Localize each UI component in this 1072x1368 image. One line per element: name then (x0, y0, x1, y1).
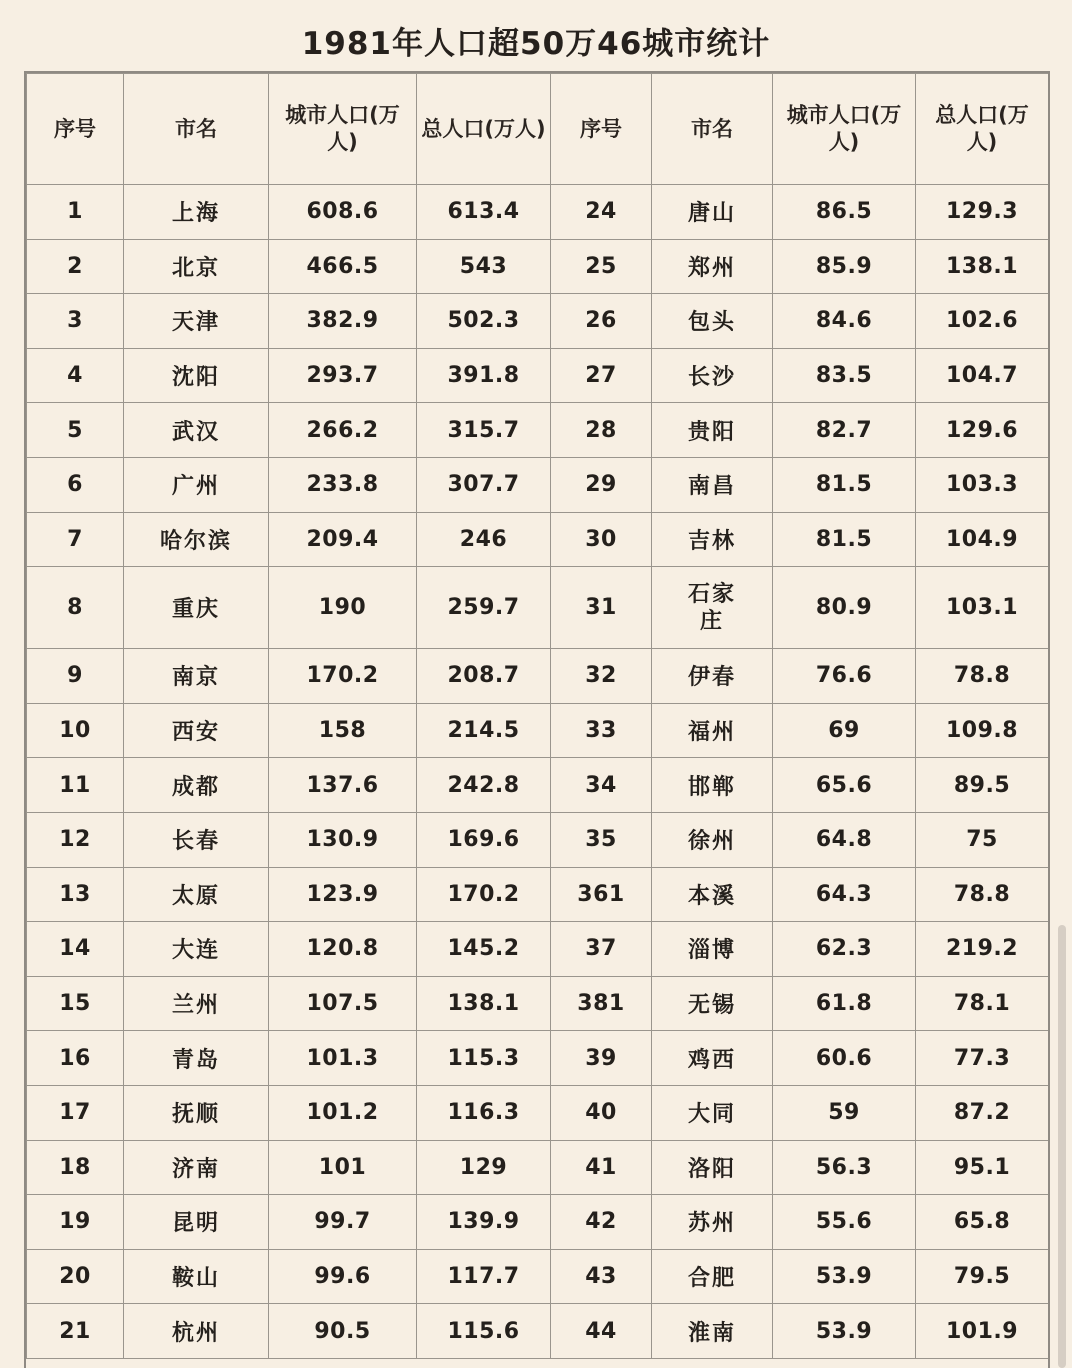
population-table (26, 73, 1049, 1359)
total-pop-cell: 129 (417, 1140, 551, 1195)
total-pop-cell: 103.3 (916, 457, 1049, 512)
city-pop-cell: 233.8 (269, 457, 417, 512)
city-pop-cell: 123.9 (269, 867, 417, 922)
city-pop-cell: 107.5 (269, 976, 417, 1031)
total-pop-cell: 315.7 (417, 403, 551, 458)
city-name-cell: 福州 (652, 703, 773, 758)
city-pop-cell: 64.3 (773, 867, 916, 922)
header-row (27, 74, 1049, 185)
table-row (27, 1249, 1049, 1304)
seq-cell: 24 (551, 185, 652, 240)
city-pop-cell: 608.6 (269, 185, 417, 240)
city-name-cell: 沈阳 (124, 348, 269, 403)
city-pop-cell: 81.5 (773, 512, 916, 567)
seq-cell: 15 (27, 976, 124, 1031)
city-name-cell: 昆明 (124, 1195, 269, 1250)
city-pop-cell: 101.3 (269, 1031, 417, 1086)
city-name-cell: 成都 (124, 758, 269, 813)
city-pop-cell: 293.7 (269, 348, 417, 403)
total-pop-cell: 170.2 (417, 867, 551, 922)
city-name-cell: 济南 (124, 1140, 269, 1195)
seq-cell: 5 (27, 403, 124, 458)
city-name-cell: 大同 (652, 1085, 773, 1140)
seq-cell: 7 (27, 512, 124, 567)
seq-cell: 6 (27, 457, 124, 512)
total-pop-cell: 103.1 (916, 567, 1049, 649)
seq-cell: 4 (27, 348, 124, 403)
city-name-cell: 淄博 (652, 922, 773, 977)
seq-cell: 21 (27, 1304, 124, 1359)
city-pop-cell: 62.3 (773, 922, 916, 977)
table-row (27, 403, 1049, 458)
seq-cell: 14 (27, 922, 124, 977)
header-seq-left: 序号 (27, 74, 124, 185)
total-pop-cell: 129.3 (916, 185, 1049, 240)
table-row (27, 512, 1049, 567)
table-row (27, 922, 1049, 977)
city-pop-cell: 55.6 (773, 1195, 916, 1250)
city-name-cell: 太原 (124, 867, 269, 922)
seq-cell: 30 (551, 512, 652, 567)
total-pop-cell: 502.3 (417, 294, 551, 349)
header-city-pop-right: 城市人口(万人) (773, 74, 916, 185)
city-name-cell: 徐州 (652, 812, 773, 867)
seq-cell: 12 (27, 812, 124, 867)
seq-cell: 43 (551, 1249, 652, 1304)
total-pop-cell: 242.8 (417, 758, 551, 813)
total-pop-cell: 145.2 (417, 922, 551, 977)
seq-cell: 9 (27, 649, 124, 704)
header-total-pop-right: 总人口(万人) (916, 74, 1049, 185)
seq-cell: 20 (27, 1249, 124, 1304)
seq-cell: 381 (551, 976, 652, 1031)
city-name-cell: 南京 (124, 649, 269, 704)
total-pop-cell: 138.1 (417, 976, 551, 1031)
total-pop-cell: 77.3 (916, 1031, 1049, 1086)
city-pop-cell: 209.4 (269, 512, 417, 567)
city-pop-cell: 60.6 (773, 1031, 916, 1086)
seq-cell: 16 (27, 1031, 124, 1086)
city-name-cell: 青岛 (124, 1031, 269, 1086)
city-name-cell: 大连 (124, 922, 269, 977)
city-name-cell: 洛阳 (652, 1140, 773, 1195)
city-pop-cell: 101 (269, 1140, 417, 1195)
table-row (27, 649, 1049, 704)
city-name-cell: 淮南 (652, 1304, 773, 1359)
header-total-pop-left: 总人口(万人) (417, 74, 551, 185)
city-name-cell: 吉林 (652, 512, 773, 567)
total-pop-cell: 95.1 (916, 1140, 1049, 1195)
city-name-cell: 伊春 (652, 649, 773, 704)
total-pop-cell: 138.1 (916, 239, 1049, 294)
table-row (27, 1140, 1049, 1195)
table-row (27, 239, 1049, 294)
seq-cell: 40 (551, 1085, 652, 1140)
table-row (27, 294, 1049, 349)
table-row (27, 1304, 1049, 1359)
total-pop-cell: 246 (417, 512, 551, 567)
seq-cell: 31 (551, 567, 652, 649)
table-row (27, 976, 1049, 1031)
city-pop-cell: 69 (773, 703, 916, 758)
city-name-cell: 上海 (124, 185, 269, 240)
table-body (27, 185, 1049, 1359)
city-pop-cell: 101.2 (269, 1085, 417, 1140)
header-name-right: 市名 (652, 74, 773, 185)
city-pop-cell: 82.7 (773, 403, 916, 458)
city-pop-cell: 137.6 (269, 758, 417, 813)
total-pop-cell: 169.6 (417, 812, 551, 867)
total-pop-cell: 65.8 (916, 1195, 1049, 1250)
header-city-pop-left: 城市人口(万人) (269, 74, 417, 185)
city-pop-cell: 190 (269, 567, 417, 649)
city-name-cell: 本溪 (652, 867, 773, 922)
total-pop-cell: 104.9 (916, 512, 1049, 567)
seq-cell: 32 (551, 649, 652, 704)
table-row (27, 348, 1049, 403)
total-pop-cell: 214.5 (417, 703, 551, 758)
city-name-cell: 抚顺 (124, 1085, 269, 1140)
seq-cell: 41 (551, 1140, 652, 1195)
table-row (27, 812, 1049, 867)
total-pop-cell: 89.5 (916, 758, 1049, 813)
table-row (27, 185, 1049, 240)
city-pop-cell: 56.3 (773, 1140, 916, 1195)
seq-cell: 10 (27, 703, 124, 758)
city-pop-cell: 130.9 (269, 812, 417, 867)
city-pop-cell: 99.6 (269, 1249, 417, 1304)
city-pop-cell: 86.5 (773, 185, 916, 240)
seq-cell: 44 (551, 1304, 652, 1359)
total-pop-cell: 79.5 (916, 1249, 1049, 1304)
total-pop-cell: 117.7 (417, 1249, 551, 1304)
city-name-cell: 包头 (652, 294, 773, 349)
total-pop-cell: 78.1 (916, 976, 1049, 1031)
city-name-cell: 苏州 (652, 1195, 773, 1250)
city-pop-cell: 80.9 (773, 567, 916, 649)
city-name-cell: 广州 (124, 457, 269, 512)
seq-cell: 34 (551, 758, 652, 813)
city-pop-cell: 53.9 (773, 1304, 916, 1359)
city-name-cell: 郑州 (652, 239, 773, 294)
city-pop-cell: 61.8 (773, 976, 916, 1031)
total-pop-cell: 109.8 (916, 703, 1049, 758)
total-pop-cell: 139.9 (417, 1195, 551, 1250)
city-pop-cell: 266.2 (269, 403, 417, 458)
table-row (27, 567, 1049, 649)
city-pop-cell: 120.8 (269, 922, 417, 977)
total-pop-cell: 115.3 (417, 1031, 551, 1086)
seq-cell: 29 (551, 457, 652, 512)
table-row (27, 1085, 1049, 1140)
header-seq-right: 序号 (551, 74, 652, 185)
seq-cell: 1 (27, 185, 124, 240)
table-row (27, 1031, 1049, 1086)
seq-cell: 3 (27, 294, 124, 349)
seq-cell: 35 (551, 812, 652, 867)
seq-cell: 17 (27, 1085, 124, 1140)
total-pop-cell: 391.8 (417, 348, 551, 403)
city-name-cell: 贵阳 (652, 403, 773, 458)
city-name-cell: 邯郸 (652, 758, 773, 813)
city-pop-cell: 85.9 (773, 239, 916, 294)
table-row (27, 758, 1049, 813)
city-name-cell: 北京 (124, 239, 269, 294)
city-pop-cell: 65.6 (773, 758, 916, 813)
seq-cell: 42 (551, 1195, 652, 1250)
city-pop-cell: 382.9 (269, 294, 417, 349)
city-name-cell: 兰州 (124, 976, 269, 1031)
city-pop-cell: 84.6 (773, 294, 916, 349)
seq-cell: 361 (551, 867, 652, 922)
city-pop-cell: 170.2 (269, 649, 417, 704)
city-name-cell: 石家庄 (652, 567, 773, 649)
city-name-cell: 长春 (124, 812, 269, 867)
total-pop-cell: 259.7 (417, 567, 551, 649)
city-pop-cell: 90.5 (269, 1304, 417, 1359)
city-name-cell: 合肥 (652, 1249, 773, 1304)
city-pop-cell: 83.5 (773, 348, 916, 403)
city-name-cell: 天津 (124, 294, 269, 349)
table-row (27, 867, 1049, 922)
city-name-cell: 重庆 (124, 567, 269, 649)
city-pop-cell: 64.8 (773, 812, 916, 867)
seq-cell: 8 (27, 567, 124, 649)
city-pop-cell: 81.5 (773, 457, 916, 512)
city-name-cell: 长沙 (652, 348, 773, 403)
seq-cell: 13 (27, 867, 124, 922)
seq-cell: 19 (27, 1195, 124, 1250)
city-pop-cell: 76.6 (773, 649, 916, 704)
seq-cell: 18 (27, 1140, 124, 1195)
table-row (27, 457, 1049, 512)
seq-cell: 37 (551, 922, 652, 977)
total-pop-cell: 87.2 (916, 1085, 1049, 1140)
city-pop-cell: 466.5 (269, 239, 417, 294)
total-pop-cell: 78.8 (916, 867, 1049, 922)
total-pop-cell: 208.7 (417, 649, 551, 704)
seq-cell: 39 (551, 1031, 652, 1086)
city-pop-cell: 53.9 (773, 1249, 916, 1304)
total-pop-cell: 116.3 (417, 1085, 551, 1140)
seq-cell: 33 (551, 703, 652, 758)
total-pop-cell: 101.9 (916, 1304, 1049, 1359)
city-pop-cell: 59 (773, 1085, 916, 1140)
city-pop-cell: 158 (269, 703, 417, 758)
table-row (27, 1195, 1049, 1250)
total-pop-cell: 219.2 (916, 922, 1049, 977)
header-name-left: 市名 (124, 74, 269, 185)
seq-cell: 28 (551, 403, 652, 458)
city-name-cell: 鞍山 (124, 1249, 269, 1304)
table-row (27, 703, 1049, 758)
city-name-cell: 武汉 (124, 403, 269, 458)
seq-cell: 2 (27, 239, 124, 294)
city-name-cell: 杭州 (124, 1304, 269, 1359)
total-pop-cell: 613.4 (417, 185, 551, 240)
city-name-cell: 南昌 (652, 457, 773, 512)
seq-cell: 26 (551, 294, 652, 349)
scrollbar[interactable] (1058, 925, 1066, 1368)
total-pop-cell: 307.7 (417, 457, 551, 512)
total-pop-cell: 543 (417, 239, 551, 294)
population-table-container[interactable] (24, 71, 1050, 1368)
city-pop-cell: 99.7 (269, 1195, 417, 1250)
seq-cell: 27 (551, 348, 652, 403)
total-pop-cell: 115.6 (417, 1304, 551, 1359)
city-name-cell: 鸡西 (652, 1031, 773, 1086)
total-pop-cell: 75 (916, 812, 1049, 867)
city-name-cell: 西安 (124, 703, 269, 758)
seq-cell: 11 (27, 758, 124, 813)
total-pop-cell: 78.8 (916, 649, 1049, 704)
total-pop-cell: 104.7 (916, 348, 1049, 403)
total-pop-cell: 102.6 (916, 294, 1049, 349)
total-pop-cell: 129.6 (916, 403, 1049, 458)
city-name-cell: 唐山 (652, 185, 773, 240)
seq-cell: 25 (551, 239, 652, 294)
page-title: 1981年人口超50万46城市统计 (301, 26, 771, 62)
city-name-cell: 哈尔滨 (124, 512, 269, 567)
city-name-cell: 无锡 (652, 976, 773, 1031)
